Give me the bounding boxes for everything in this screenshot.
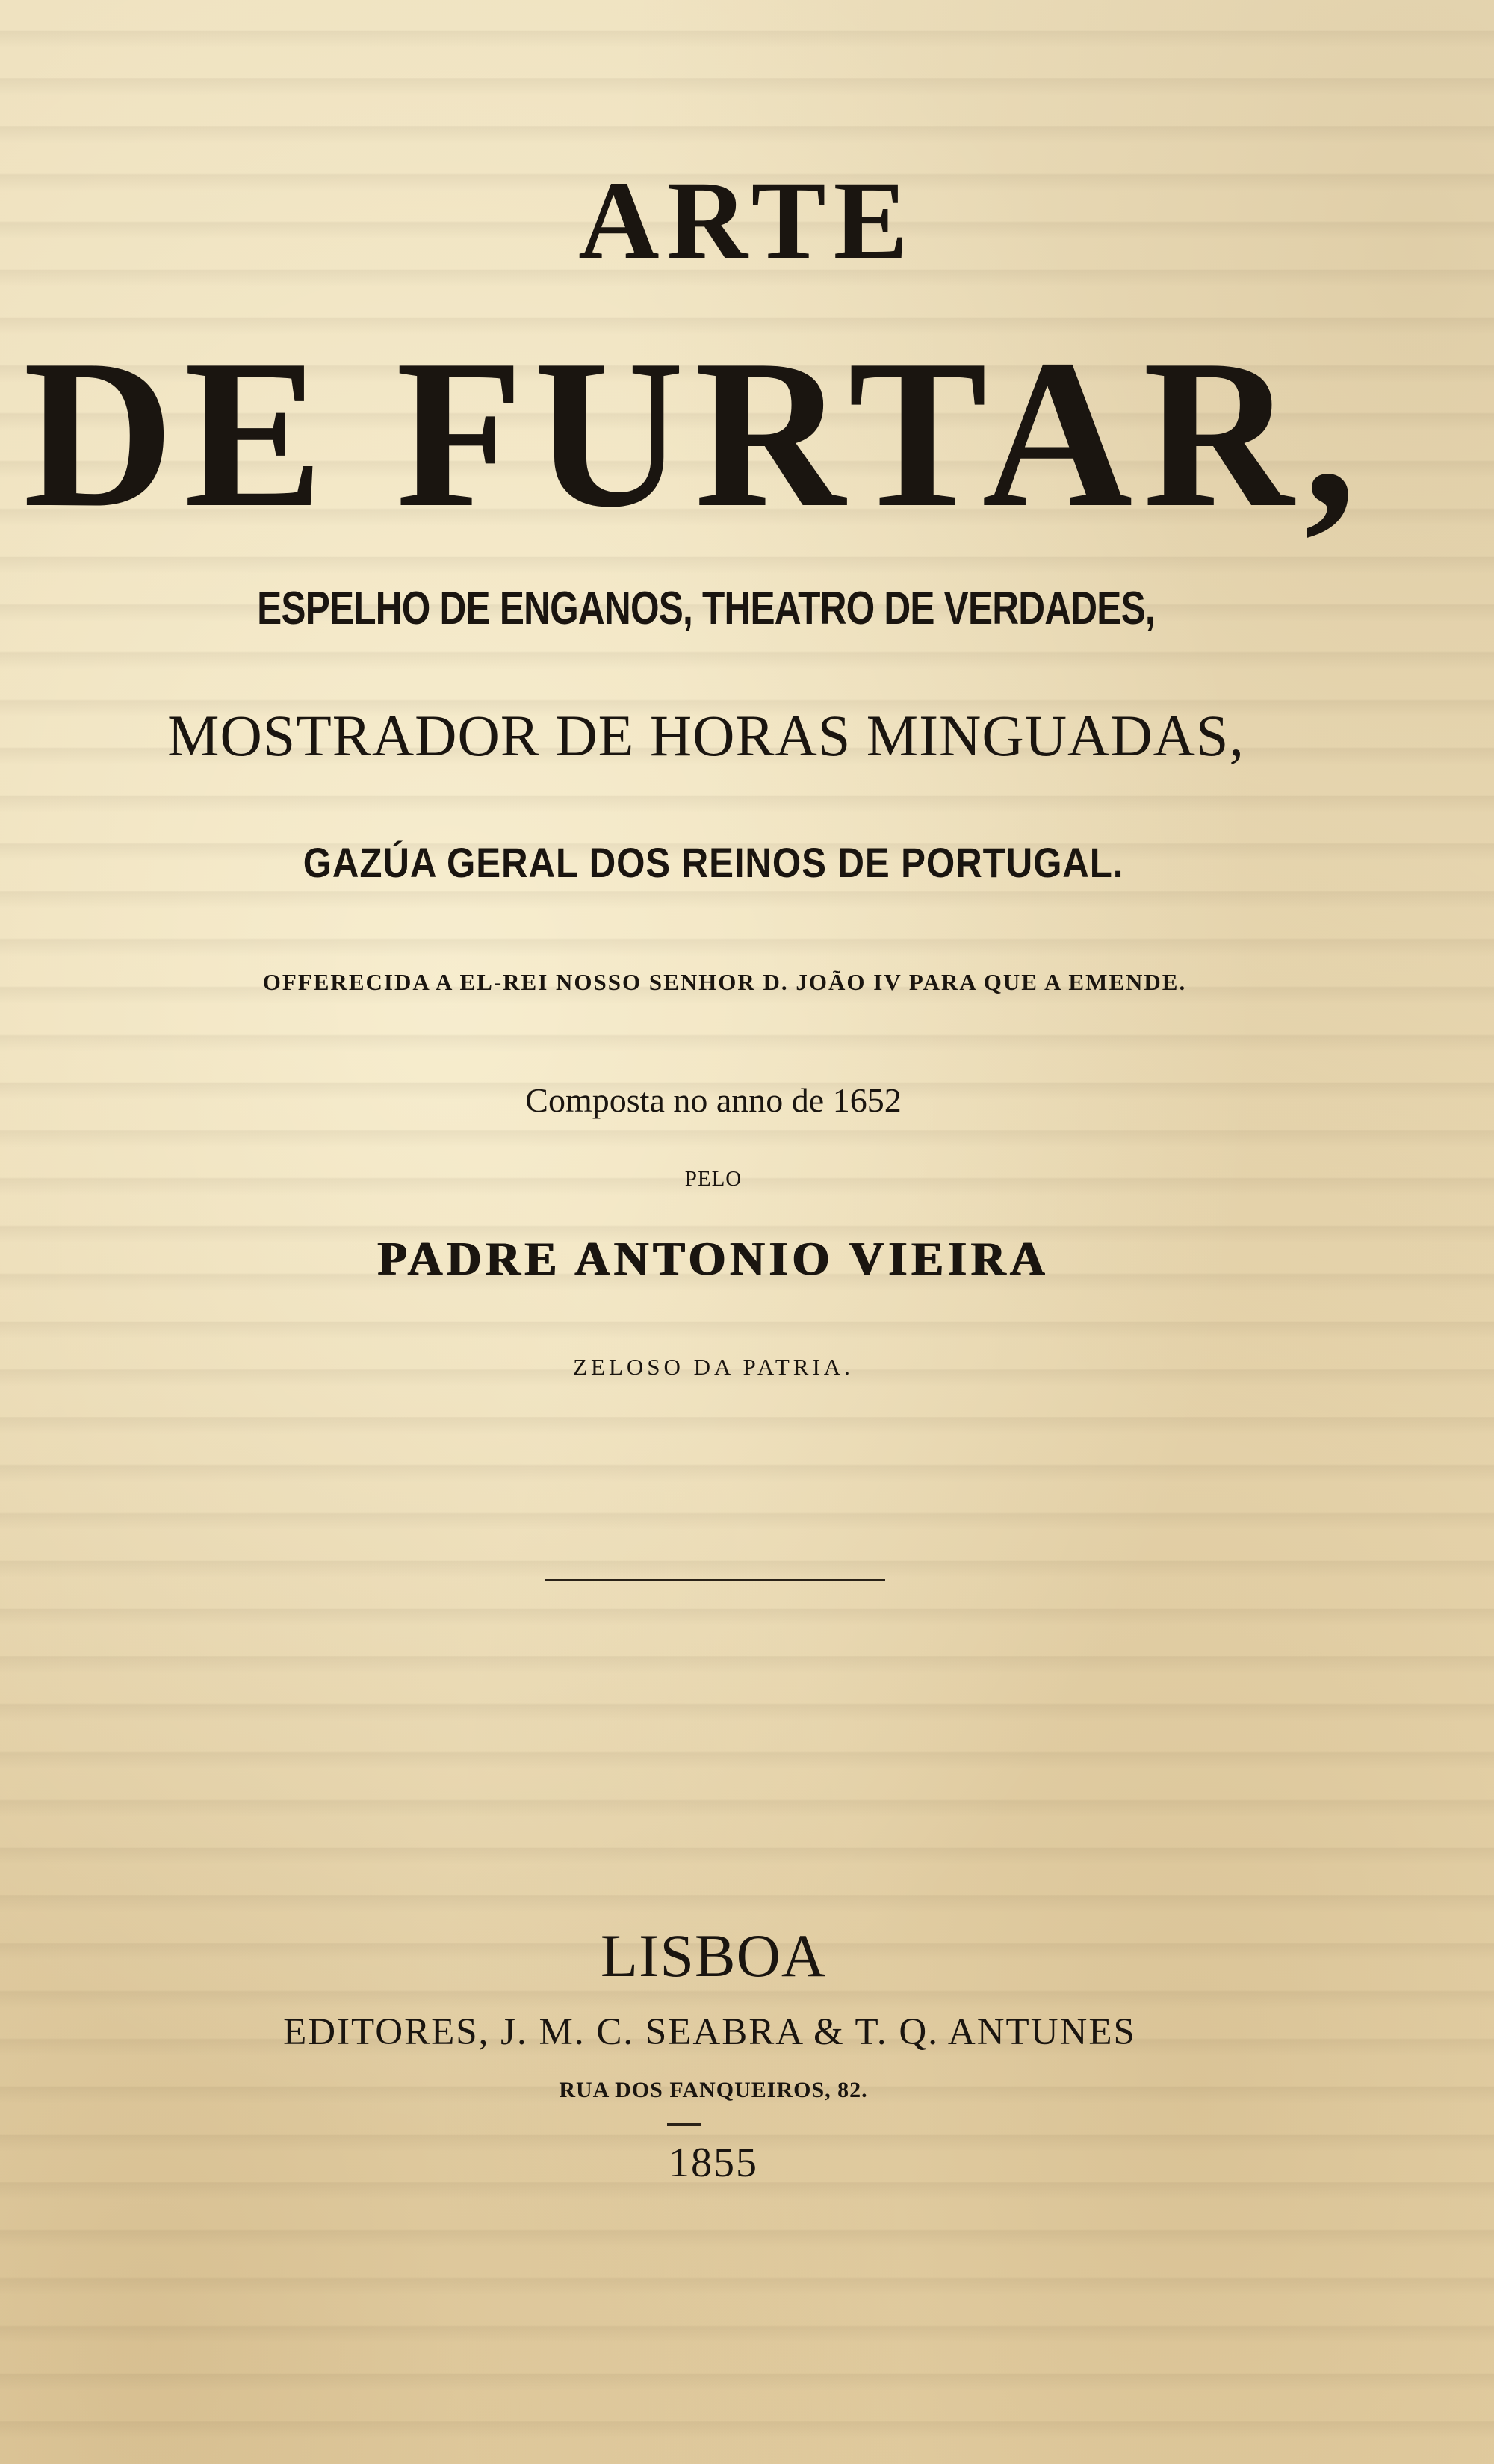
imprint-city: LISBOA: [600, 1922, 827, 1990]
divider-rule: [545, 1579, 885, 1581]
composition-date: Composta no anno de 1652: [525, 1081, 902, 1119]
author-epithet: ZELOSO DA PATRIA.: [573, 1354, 854, 1380]
subtitle-1: ESPELHO DE ENGANOS, THEATRO DE VERDADES,: [257, 583, 1155, 634]
by-label: PELO: [684, 1167, 743, 1191]
author-name: PADRE ANTONIO VIEIRA: [377, 1232, 1050, 1285]
imprint-year: 1855: [669, 2140, 758, 2186]
subtitle-2: MOSTRADOR DE HORAS MINGUADAS,: [167, 703, 1245, 768]
imprint-publishers: EDITORES, J. M. C. SEABRA & T. Q. ANTUNES: [283, 2011, 1136, 2053]
imprint-address: RUA DOS FANQUEIROS, 82.: [559, 2078, 868, 2102]
small-divider-rule: [667, 2123, 701, 2126]
subtitle-3: GAZÚA GERAL DOS REINOS DE PORTUGAL.: [303, 839, 1124, 886]
dedication: OFFERECIDA A EL-REI NOSSO SENHOR D. JOÃO IV PARA QUE A EMENDE.: [262, 969, 1187, 995]
title-line-1: ARTE: [578, 158, 916, 282]
title-line-2: DE FURTAR,: [22, 315, 1366, 551]
